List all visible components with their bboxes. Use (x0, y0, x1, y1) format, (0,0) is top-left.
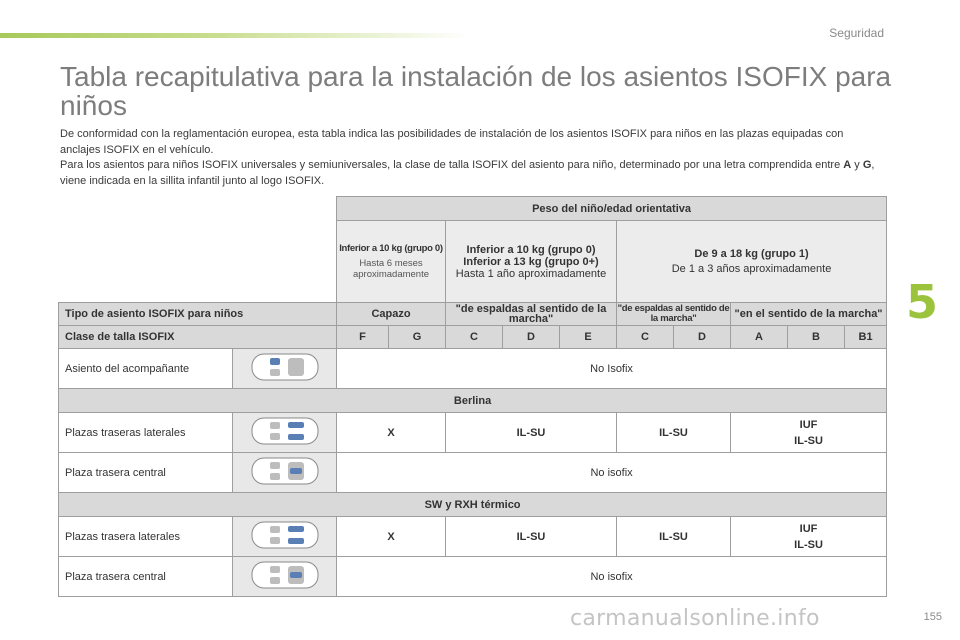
intro-paragraph-1: De conformidad con la reglamentación europea, esta tabla indica las posibilidades de instalación de los asientos ISOFIX para niños en las plazas equipadas con anclajes ISOFIX en el vehículo. (60, 128, 844, 156)
size-class-cell: F (337, 326, 389, 349)
row-label-berlina-outer: Plazas traseras laterales (59, 413, 233, 453)
blank-corner (59, 197, 337, 221)
size-class-cell: D (503, 326, 560, 349)
size-class-cell: A (731, 326, 788, 349)
seat-type-rear-facing-small: "de espaldas al sentido de la marcha" (617, 303, 730, 324)
group-1-header (617, 221, 887, 303)
letter-a: A (843, 159, 852, 171)
sw-center-value: No isofix (337, 557, 887, 597)
group-title: Inferior a 13 kg (grupo 0+) (463, 255, 599, 268)
value-line: IL-SU (794, 538, 823, 551)
value-cell: IL-SU (446, 413, 617, 453)
chapter-number: 5 (905, 275, 938, 329)
size-class-cell: C (617, 326, 674, 349)
value-cell: IL-SU (617, 413, 731, 453)
row-label-front-passenger: Asiento del acompañante (59, 349, 233, 389)
row-label-sw-center: Plaza trasera central (59, 557, 233, 597)
header-accent-bar (0, 33, 470, 38)
group-subtitle: De 1 a 3 años aproximadamente (671, 263, 832, 275)
front-passenger-value: No Isofix (337, 349, 887, 389)
value-cell: IL-SU (617, 517, 731, 557)
car-seat-diagram (233, 557, 337, 597)
value-cell: X (337, 413, 446, 453)
page-number: 155 (923, 611, 942, 623)
watermark: carmanualsonline.info (570, 606, 820, 631)
size-class-cell: B (788, 326, 845, 349)
seat-type-capazo: Capazo (337, 303, 446, 326)
car-top-view-icon (250, 351, 320, 383)
value-line: IUF (799, 522, 818, 535)
value-line: IUF (799, 418, 818, 431)
section-header-berlina: Berlina (59, 389, 887, 413)
group-title: Inferior a 10 kg (grupo 0) (466, 243, 596, 256)
group-title: Inferior a 10 kg (grupo 0) (339, 243, 443, 254)
page-title: Tabla recapitulativa para la instalación de los asientos ISOFIX para niños (60, 61, 892, 121)
car-seat-diagram (233, 349, 337, 389)
value-cell: IL-SU (446, 517, 617, 557)
row-label-sw-outer: Plazas trasera laterales (59, 517, 233, 557)
seat-type-label: Tipo de asiento ISOFIX para niños (59, 303, 337, 326)
value-cell: X (337, 517, 446, 557)
size-class-cell: B1 (845, 326, 887, 349)
value-line: IL-SU (794, 434, 823, 447)
size-class-cell: D (674, 326, 731, 349)
group-subtitle: Hasta 6 meses aproximadamente (352, 258, 430, 280)
section-label: Seguridad (829, 26, 884, 40)
value-cell (731, 413, 887, 453)
value-cell (731, 517, 887, 557)
seat-type-rear-facing: "de espaldas al sentido de la marcha" (446, 303, 617, 326)
blank-corner (59, 221, 337, 303)
group-subtitle: Hasta 1 año aproximadamente (455, 267, 607, 280)
group-0-header (337, 221, 446, 303)
car-seat-diagram (233, 413, 337, 453)
row-label-berlina-center: Plaza trasera central (59, 453, 233, 493)
letter-g: G (862, 159, 872, 171)
size-class-cell: G (389, 326, 446, 349)
car-top-view-icon (250, 519, 320, 551)
intro-text (60, 127, 880, 189)
intro-text-part: , viene indicada en la sillita infantil junto al logo ISOFIX. (60, 159, 875, 187)
berlina-center-value: No isofix (337, 453, 887, 493)
car-top-view-icon (250, 415, 320, 447)
group-0plus-header (446, 221, 617, 303)
size-class-cell: E (560, 326, 617, 349)
weight-header: Peso del niño/edad orientativa (337, 197, 887, 221)
car-top-view-icon (250, 455, 320, 487)
group-title: De 9 a 18 kg (grupo 1) (694, 248, 809, 260)
size-class-label: Clase de talla ISOFIX (59, 326, 337, 349)
isofix-table (58, 196, 887, 597)
car-top-view-icon (250, 559, 320, 591)
car-seat-diagram (233, 517, 337, 557)
intro-text-part: Para los asientos para niños ISOFIX universales y semiuniversales, la clase de talla ISOFIX del asiento para niño, determinado por una letra comprendida entre (60, 159, 844, 171)
seat-type-forward-facing: "en el sentido de la marcha" (731, 303, 887, 326)
section-header-sw: SW y RXH térmico (59, 493, 887, 517)
car-seat-diagram (233, 453, 337, 493)
size-class-cell: C (446, 326, 503, 349)
intro-connector: y (851, 159, 863, 171)
intro-paragraph-2 (60, 158, 880, 189)
